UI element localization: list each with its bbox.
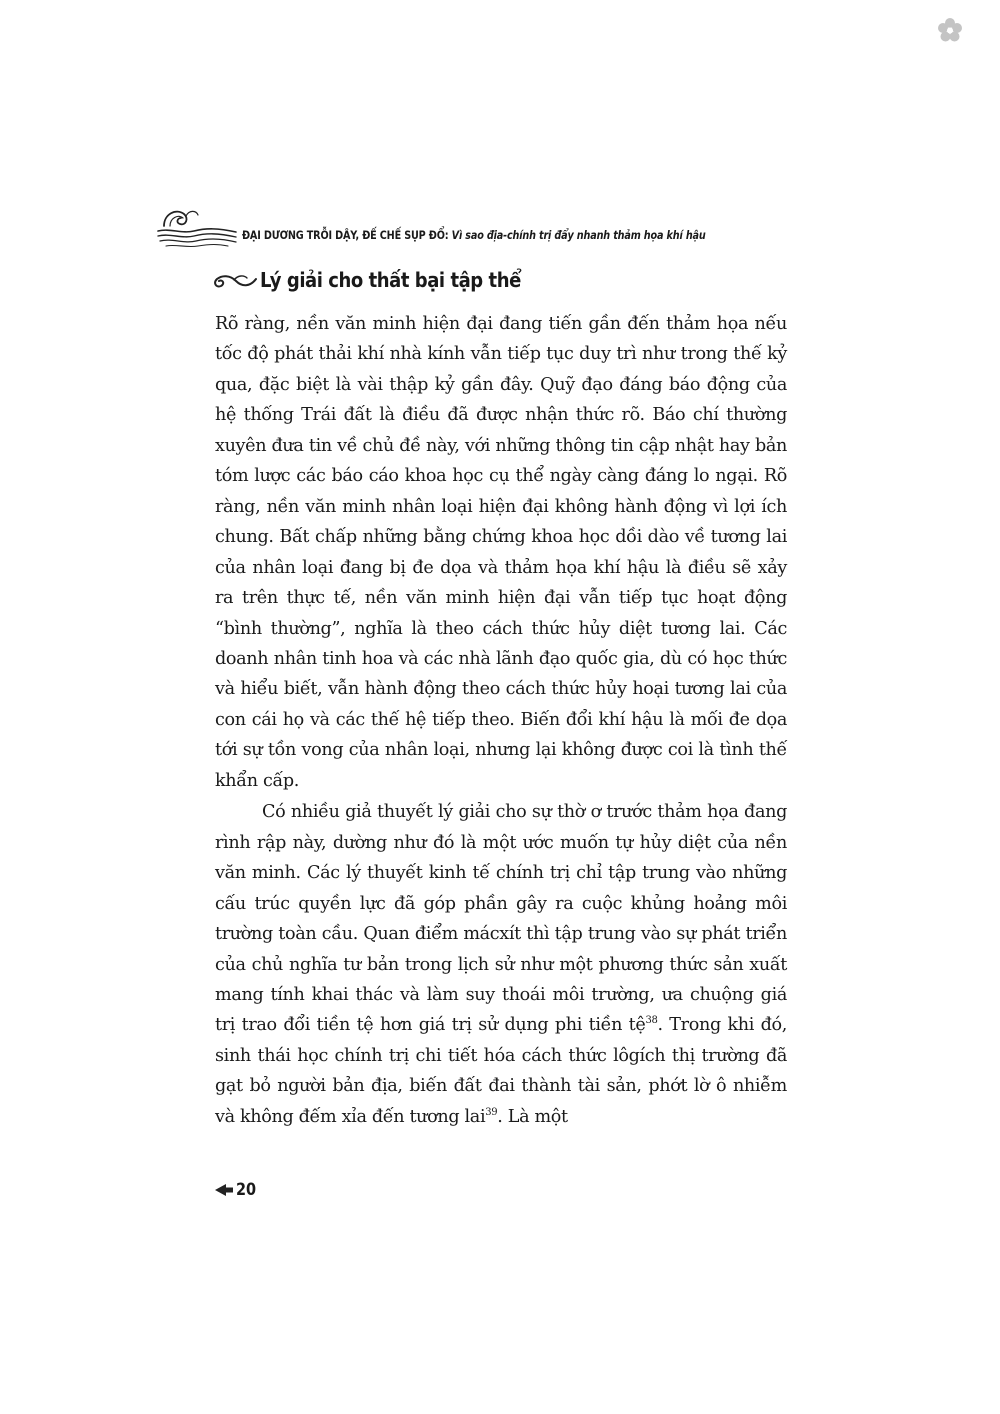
paragraph-text: Có nhiều giả thuyết lý giải cho sự thờ ơ trước thảm họa đang rình rập này, dường như đó là một ước muốn tự hủy diệt của nền văn minh. Các lý thuyết kinh tế chính trị chỉ tập trung vào những cấu trúc quyền lực đã góp phần gây ra cuộc khủng hoảng môi trường toàn cầu. Quan điểm mácxít thì tập trung vào sự phát triển của chủ nghĩa tư bản trong lịch sử như một phương thức sản xuất mang tính khai thác và làm suy thoái môi trường, ưa chuộng giá trị trao đổi tiền tệ hơn giá trị sử dụng phi tiền tệ	[215, 802, 787, 1036]
section-title: Lý giải cho thất bại tập thể	[260, 268, 521, 292]
running-header-subtitle: Vì sao địa-chính trị đẩy nhanh thảm họa khí hậu	[451, 228, 706, 242]
footnote-ref[interactable]: 39	[485, 1106, 498, 1118]
flower-icon	[936, 16, 964, 44]
paragraph-text: . Trong khi đó, sinh thái học chính trị chi tiết hóa cách thức lôgích thị trường đã gạt bỏ người bản địa, biến đất đai thành tài sản, phớt lờ ô nhiễm và không đếm xỉa đến tương lai	[215, 1015, 787, 1127]
wave-ornament-icon	[156, 204, 238, 248]
footnote-ref[interactable]: 38	[645, 1015, 658, 1027]
paragraph: Rõ ràng, nền văn minh hiện đại đang tiến gần đến thảm họa nếu tốc độ phát thải khí nhà kính vẫn tiếp tục duy trì như trong thế kỷ qua, đặc biệt là vài thập kỷ gần đây. Quỹ đạo đáng báo động của hệ thống Trái đất là điều đã được nhận thức rõ. Báo chí thường xuyên đưa tin về chủ đề này, với những thông tin cập nhật hay bản tóm lược các báo cáo khoa học cụ thể ngày càng đáng lo ngại. Rõ ràng, nền văn minh nhân loại hiện đại không hành động vì lợi ích chung. Bất chấp những bằng chứng khoa học dồi dào về tương lai của nhân loại đang bị đe dọa và thảm họa khí hậu là điều sẽ xảy ra trên thực tế, nền văn minh hiện đại vẫn tiếp tục hoạt động “bình thường”, nghĩa là theo cách thức hủy diệt tương lai. Các doanh nhân tinh hoa và các nhà lãnh đạo quốc gia, dù có học thức và hiểu biết, vẫn hành động theo cách thức hủy hoại tương lai của con cái họ và các thế hệ tiếp theo. Biến đổi khí hậu là mối đe dọa tới sự tồn vong của nhân loại, nhưng lại không được coi là tình thế khẩn cấp.	[215, 314, 787, 791]
section-heading	[212, 264, 550, 296]
page-number	[215, 1178, 260, 1202]
swirl-icon	[212, 269, 258, 291]
running-header	[156, 200, 896, 250]
paragraph-text: . Là một	[497, 1106, 568, 1127]
paragraph	[215, 797, 787, 1132]
body-text	[215, 309, 787, 1133]
running-header-title: ĐẠI DƯƠNG TRỖI DẬY, ĐẾ CHẾ SỤP ĐỔ:	[242, 228, 449, 242]
page-number-text: 20	[236, 1180, 257, 1200]
running-header-text	[242, 228, 706, 242]
arrow-left-icon	[215, 1184, 233, 1196]
